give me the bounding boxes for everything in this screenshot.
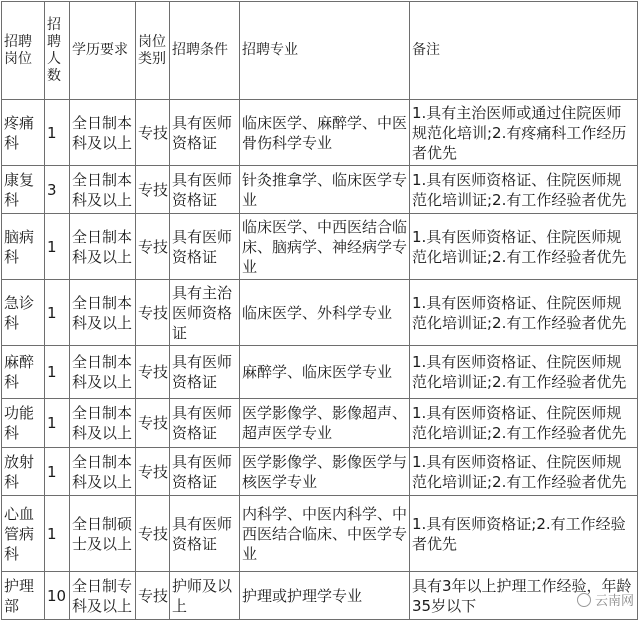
cell-count: 1 bbox=[45, 399, 70, 448]
cell-category: 专技 bbox=[136, 399, 170, 448]
cell-conditions: 护师及以上 bbox=[170, 572, 240, 620]
table-row bbox=[2, 399, 638, 448]
header-education: 学历要求 bbox=[70, 2, 136, 100]
cell-position: 康复科 bbox=[2, 166, 45, 214]
cell-position: 麻醉科 bbox=[2, 346, 45, 399]
cell-conditions: 具有医师资格证 bbox=[170, 448, 240, 496]
cell-position: 脑病科 bbox=[2, 214, 45, 280]
cell-count: 10 bbox=[45, 572, 70, 620]
cell-position: 心血管病科 bbox=[2, 496, 45, 572]
cell-position: 护理部 bbox=[2, 572, 45, 620]
cell-count: 1 bbox=[45, 496, 70, 572]
cell-major: 内科学、中医内科学、中西医结合临床、中医学专业 bbox=[240, 496, 410, 572]
cell-notes: 1.具有医师资格证、住院医师规范化培训证;2.有工作经验者优先 bbox=[410, 166, 638, 214]
cell-major: 临床医学、中西医结合临床、脑病学、神经病学专业 bbox=[240, 214, 410, 280]
cell-notes: 1.具有主治医师或通过住院医师规范化培训;2.有疼痛科工作经历者优先 bbox=[410, 100, 638, 166]
cell-position: 疼痛科 bbox=[2, 100, 45, 166]
cell-count: 1 bbox=[45, 100, 70, 166]
cell-education: 全日制本科及以上 bbox=[70, 448, 136, 496]
header-conditions: 招聘条件 bbox=[170, 2, 240, 100]
cell-category: 专技 bbox=[136, 572, 170, 620]
table-row bbox=[2, 572, 638, 620]
header-category: 岗位类别 bbox=[136, 2, 170, 100]
cell-notes: 1.具有医师资格证、住院医师规范化培训证;2.有工作经验者优先 bbox=[410, 448, 638, 496]
cell-category: 专技 bbox=[136, 346, 170, 399]
cell-category: 专技 bbox=[136, 214, 170, 280]
cell-education: 全日制硕士及以上 bbox=[70, 496, 136, 572]
cell-notes: 1.具有医师资格证;2.有工作经验者优先 bbox=[410, 496, 638, 572]
table-row bbox=[2, 346, 638, 399]
cell-count: 1 bbox=[45, 214, 70, 280]
cell-notes: 1.具有医师资格证、住院医师规范化培训证;2.有工作经验者优先 bbox=[410, 399, 638, 448]
cell-education: 全日制本科及以上 bbox=[70, 214, 136, 280]
cell-position: 急诊科 bbox=[2, 280, 45, 346]
cell-major: 针灸推拿学、临床医学专业 bbox=[240, 166, 410, 214]
cell-education: 全日制本科及以上 bbox=[70, 166, 136, 214]
cell-conditions: 具有医师资格证 bbox=[170, 100, 240, 166]
header-notes: 备注 bbox=[410, 2, 638, 100]
cell-category: 专技 bbox=[136, 166, 170, 214]
cell-notes: 1.具有医师资格证、住院医师规范化培训证;2.有工作经验者优先 bbox=[410, 214, 638, 280]
cell-conditions: 具有医师资格证 bbox=[170, 346, 240, 399]
cell-position: 功能科 bbox=[2, 399, 45, 448]
header-position: 招聘岗位 bbox=[2, 2, 45, 100]
cell-education: 全日制本科及以上 bbox=[70, 280, 136, 346]
table-row bbox=[2, 280, 638, 346]
cell-major: 临床医学、外科学专业 bbox=[240, 280, 410, 346]
cell-conditions: 具有主治医师资格证 bbox=[170, 280, 240, 346]
recruitment-table bbox=[1, 1, 638, 620]
table-row bbox=[2, 166, 638, 214]
cell-category: 专技 bbox=[136, 448, 170, 496]
cell-position: 放射科 bbox=[2, 448, 45, 496]
cell-notes: 1.具有医师资格证、住院医师规范化培训证;2.有工作经验者优先 bbox=[410, 280, 638, 346]
cell-education: 全日制本科及以上 bbox=[70, 399, 136, 448]
table-row bbox=[2, 214, 638, 280]
table-row bbox=[2, 496, 638, 572]
cell-major: 医学影像学、影像超声、超声医学专业 bbox=[240, 399, 410, 448]
cell-notes: 1.具有医师资格证、住院医师规范化培训证;2.有工作经验者优先 bbox=[410, 346, 638, 399]
cell-conditions: 具有医师资格证 bbox=[170, 399, 240, 448]
cell-notes: 具有3年以上护理工作经验，年龄35岁以下 bbox=[410, 572, 638, 620]
cell-count: 1 bbox=[45, 346, 70, 399]
wechat-icon bbox=[577, 593, 591, 607]
cell-count: 1 bbox=[45, 280, 70, 346]
watermark-text: 云南网 bbox=[594, 594, 634, 609]
cell-major: 护理或护理学专业 bbox=[240, 572, 410, 620]
cell-category: 专技 bbox=[136, 496, 170, 572]
cell-conditions: 具有医师资格证 bbox=[170, 496, 240, 572]
cell-category: 专技 bbox=[136, 280, 170, 346]
header-major: 招聘专业 bbox=[240, 2, 410, 100]
cell-education: 全日制本科及以上 bbox=[70, 346, 136, 399]
cell-education: 全日制本科及以上 bbox=[70, 100, 136, 166]
table-header-row bbox=[2, 2, 638, 100]
header-count: 招聘人数 bbox=[45, 2, 70, 100]
cell-category: 专技 bbox=[136, 100, 170, 166]
cell-conditions: 具有医师资格证 bbox=[170, 166, 240, 214]
cell-count: 3 bbox=[45, 166, 70, 214]
cell-major: 医学影像学、影像医学与核医学专业 bbox=[240, 448, 410, 496]
table-row bbox=[2, 100, 638, 166]
table-row bbox=[2, 448, 638, 496]
watermark bbox=[577, 590, 634, 609]
cell-conditions: 具有医师资格证 bbox=[170, 214, 240, 280]
cell-major: 麻醉学、临床医学专业 bbox=[240, 346, 410, 399]
cell-major: 临床医学、麻醉学、中医骨伤科学专业 bbox=[240, 100, 410, 166]
cell-education: 全日制专科及以上 bbox=[70, 572, 136, 620]
cell-count: 1 bbox=[45, 448, 70, 496]
